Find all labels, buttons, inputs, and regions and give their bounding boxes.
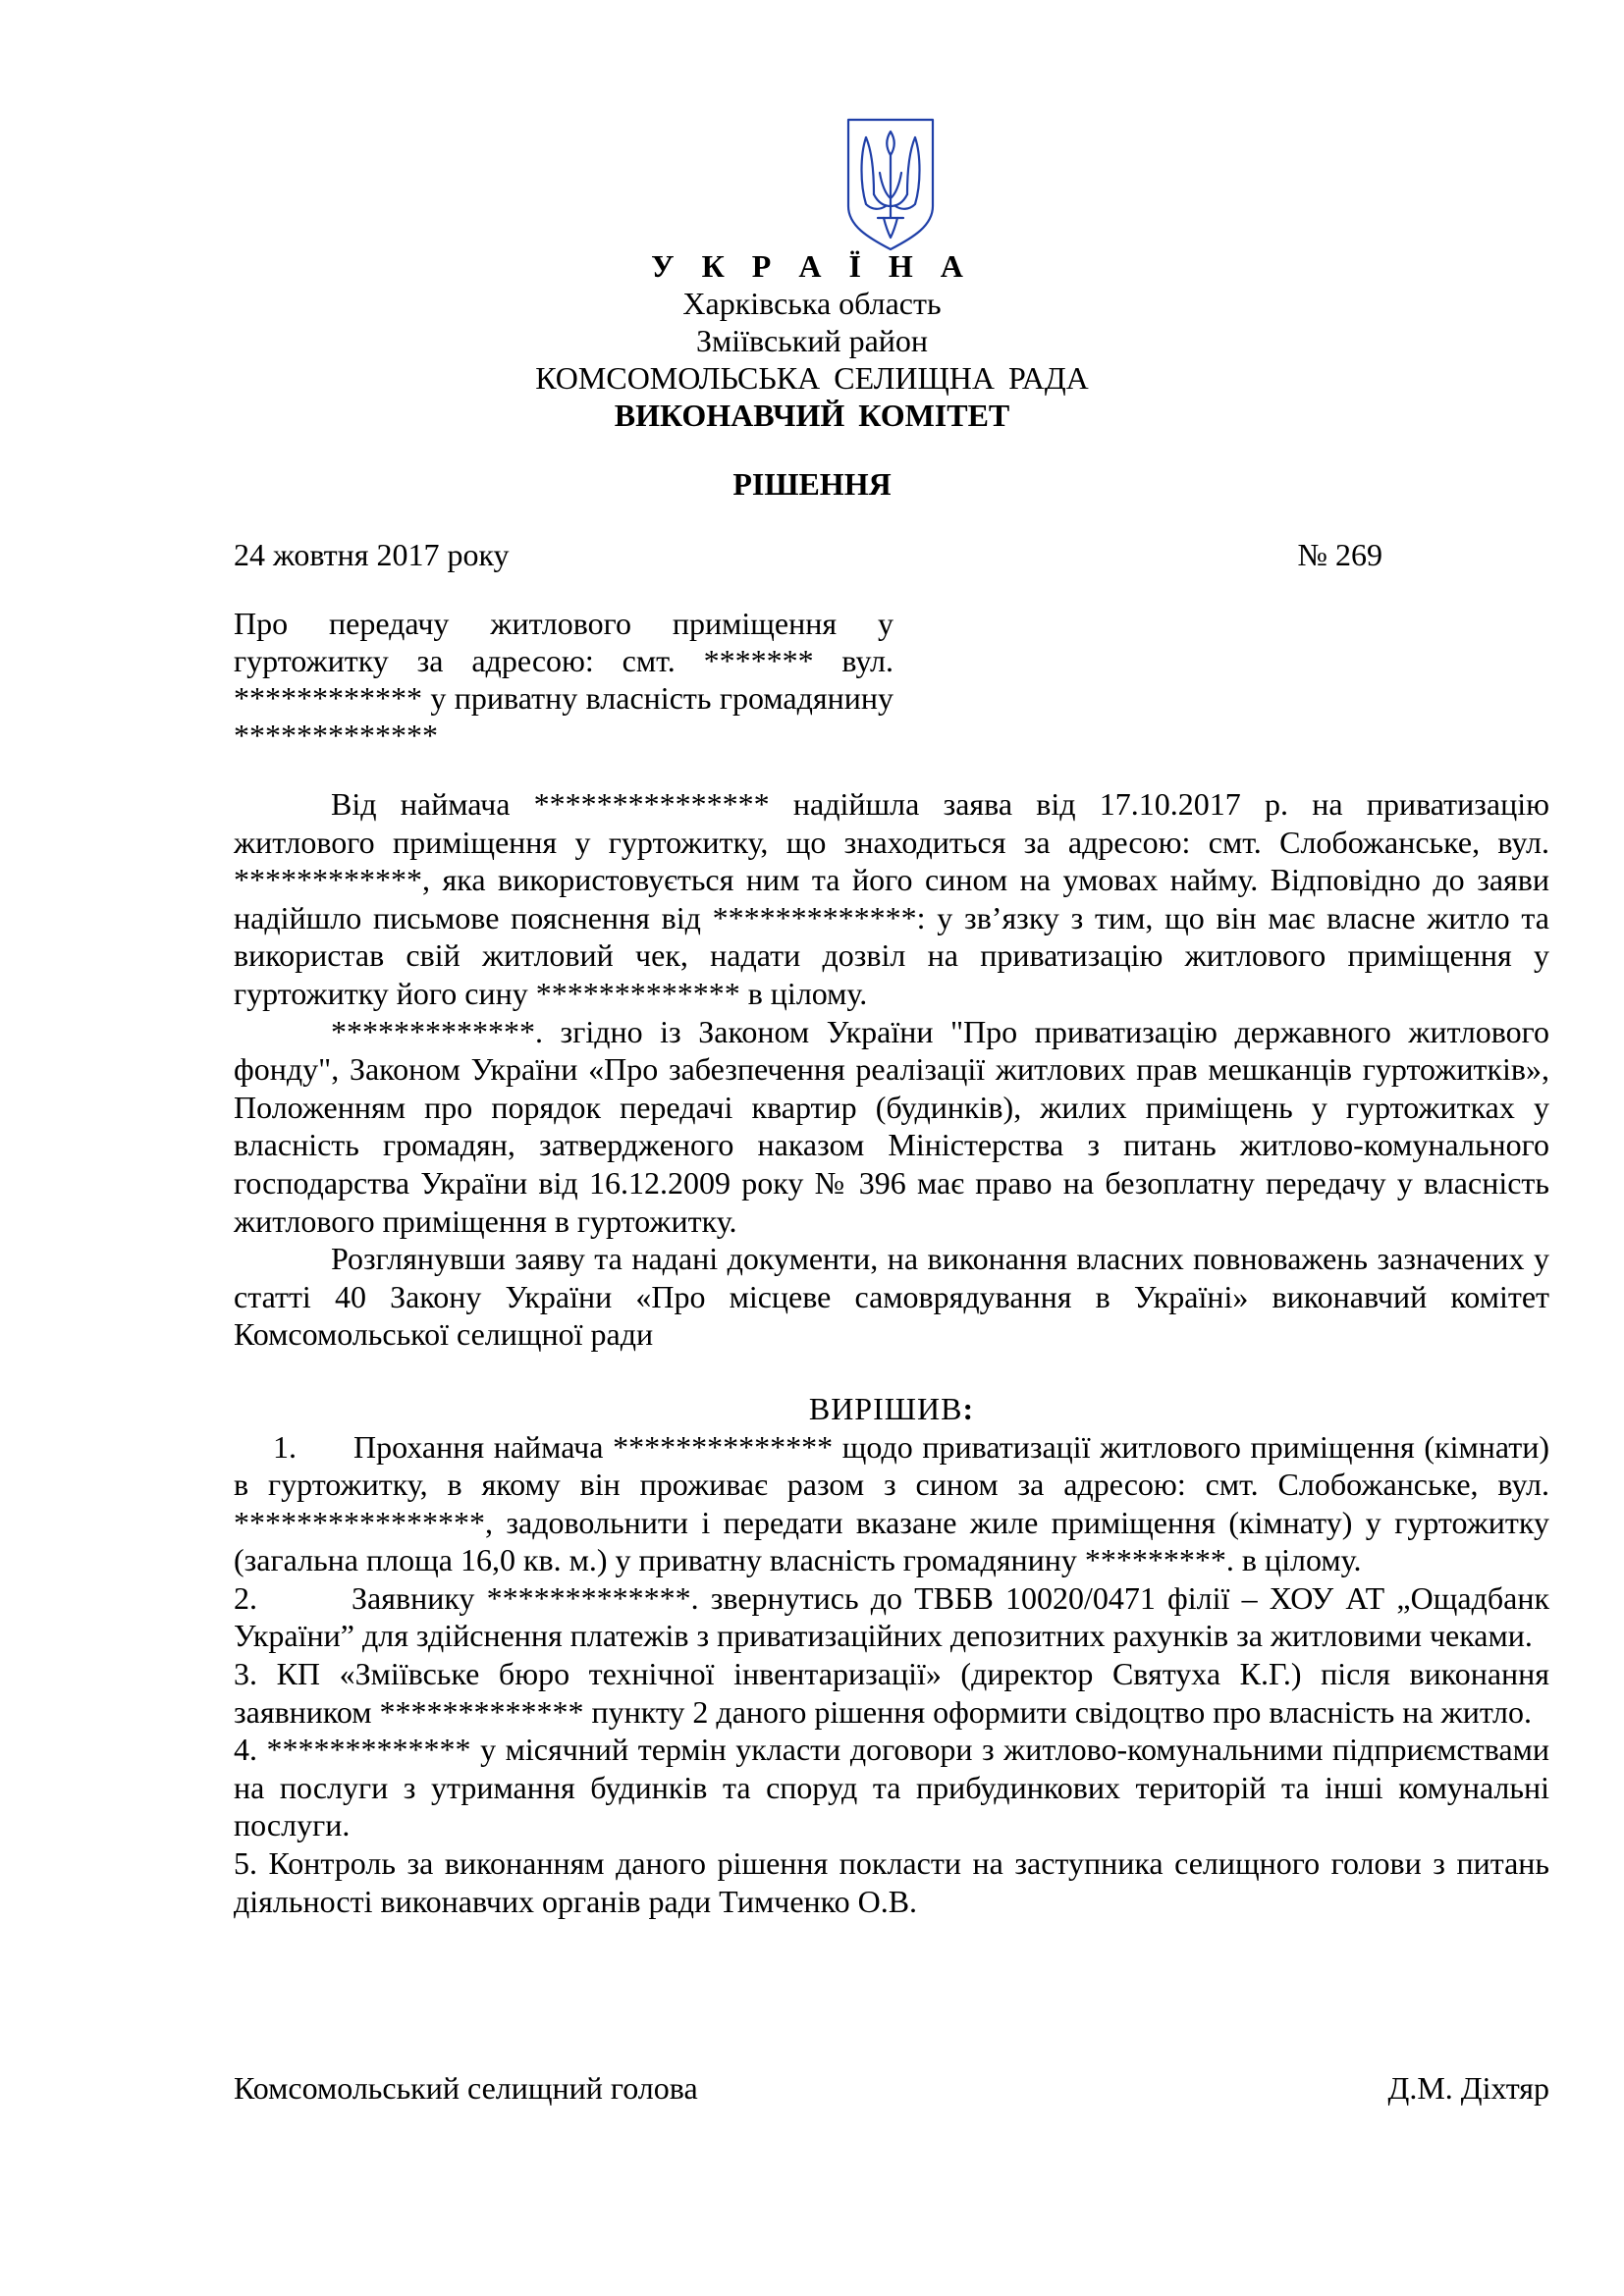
decision-heading-colon: : — [962, 1390, 975, 1426]
district-name: Зміївський район — [695, 323, 929, 358]
decision-item — [234, 1731, 1549, 1844]
item-text: КП «Зміївське бюро технічної інвентаризації» (директор Святуха К.Г.) після виконання заявником ************* пункту 2 даного рішення оформити свідоцтво про власність на житло. — [234, 1656, 1550, 1730]
item-number: 2. — [234, 1579, 257, 1616]
decision-date: 24 жовтня 2017 року — [234, 537, 510, 572]
decision-number: № 269 — [1297, 537, 1382, 572]
signature-line — [234, 2069, 1549, 2109]
trident-coat-of-arms-icon — [844, 116, 937, 253]
decision-heading — [234, 1390, 1549, 1428]
item-text: ************* у місячний термін укласти договори з житлово-комунальними підприємствами на послуги з утримання будинків та споруд та прибудинкових територій та інші комунальні послуги. — [234, 1732, 1549, 1843]
decision-item — [234, 1428, 1549, 1579]
committee-name: ВИКОНАВЧИЙ КОМІТЕТ — [614, 398, 1010, 433]
body-paragraph: Від наймача *************** надійшла заява від 17.10.2017 р. на приватизацію житлового приміщення у гуртожитку, що знаходиться за адресою: смт. Слобожанське, вул. ************, яка використовується ним та його сином на умовах найму. Відповідно до заяви надійшло письмове пояснення від *************: у зв’язку з тим, що він має власне житло та використав свій житловий чек, надати дозвіл на приватизацію житлового приміщення у гуртожитку його сину ************* в цілому. — [234, 786, 1549, 1011]
decision-item — [234, 1844, 1549, 1920]
item-number: 1. — [273, 1428, 297, 1465]
signatory-name: Д.М. Діхтяр — [1387, 2070, 1549, 2106]
item-number: 3. — [234, 1656, 257, 1692]
decision-body — [234, 785, 1549, 1920]
item-text: Контроль за виконанням даного рішення покласти на заступника селищного голови з питань діяльності виконавчих органів ради Тимченко О.В. — [234, 1845, 1550, 1919]
council-name: КОМСОМОЛЬСЬКА СЕЛИЩНА РАДА — [535, 360, 1089, 396]
item-text: Заявнику *************. звернутись до ТВБВ 10020/0471 філії – ХОУ АТ „Ощадбанк України” для здійснення платежів з приватизаційних депозитних рахунків за житловими чеками. — [234, 1579, 1549, 1654]
region-name: Харківська область — [682, 286, 942, 321]
document-type: РІШЕННЯ — [732, 466, 892, 502]
item-number: 5. — [234, 1845, 257, 1882]
decision-heading-text: ВИРІШИВ — [808, 1390, 963, 1426]
item-number: 4. — [234, 1732, 257, 1768]
item-text: Прохання наймача ************** щодо приватизації житлового приміщення (кімнати) в гуртожитку, в якому він проживає разом з сином за адресою: смт. Слобожанське, вул. ****************, задовольнити і передати вказане жиле приміщення (кімнату) у гуртожитку (загальна площа 16,0 кв. м.) у приватну власність громадянину *********. в цілому. — [234, 1428, 1549, 1578]
body-paragraph: *************. згідно із Законом України "Про приватизацію державного житлового фонду", Законом України «Про забезпечення реалізації житлових прав мешканців гуртожитків», Положенням про порядок передачі квартир (будинків), жилих приміщень у гуртожитках у власність громадян, затвердженого наказом Міністерства з питань житлово-комунального господарства України від 16.12.2009 року № 396 має право на безоплатну передачу у власність житлового приміщення в гуртожитку. — [234, 1013, 1549, 1239]
decision-item — [234, 1579, 1549, 1655]
signatory-position: Комсомольський селищний голова — [234, 2070, 698, 2106]
body-paragraph: Розглянувши заяву та надані документи, на виконання власних повноважень зазначених у статті 40 Закону України «Про місцеве самоврядування в Україні» виконавчий комітет Комсомольської селищної ради — [234, 1241, 1549, 1353]
decision-title: Про передачу житлового приміщення у гуртожитку за адресою: смт. ******* вул. ************ у приватну власність громадянину ************* — [234, 606, 893, 753]
country-name: У К Р А Ї Н А — [651, 248, 973, 284]
decision-item — [234, 1655, 1549, 1731]
date-number-line — [234, 536, 1382, 575]
